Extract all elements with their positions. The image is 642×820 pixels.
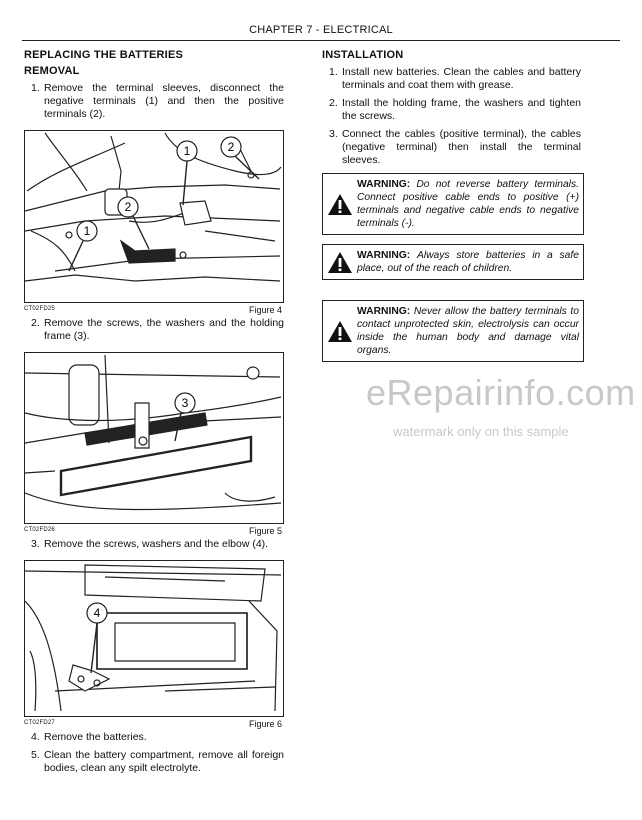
figure-4-caption (24, 305, 282, 317)
warning-triangle-icon (323, 193, 357, 216)
warning-text (357, 249, 579, 275)
removal-heading: REMOVAL (24, 65, 80, 77)
figure-5-image (24, 352, 284, 524)
warning-box (322, 300, 584, 362)
removal-step (24, 749, 284, 775)
warning-triangle-icon (323, 320, 357, 343)
installation-step (322, 66, 581, 92)
warning-message: Never allow the battery terminals to contact unprotected skin, electrolysis can occur inside the human body and damage vital organs. (357, 306, 579, 356)
figure-6-image (24, 560, 284, 717)
figure-4-image (24, 130, 284, 303)
figure-6-caption (24, 719, 282, 731)
warning-text (357, 305, 579, 357)
step-text: Remove the screws, the washers and the holding frame (3). (44, 317, 284, 342)
step-text: Clean the battery compartment, remove all foreign bodies, clean any spilt electrolyte. (44, 749, 284, 774)
step-text: Remove the batteries. (44, 731, 147, 743)
figure-label: Figure 4 (248, 305, 282, 315)
figure-label: Figure 6 (248, 719, 282, 729)
installation-step (322, 128, 581, 167)
warning-label: WARNING: (357, 179, 411, 190)
warning-label: WARNING: (357, 250, 411, 261)
watermark-note: watermark only on this sample (393, 424, 569, 439)
warning-box (322, 173, 584, 235)
removal-step (24, 82, 284, 121)
callout-2-lower (118, 197, 149, 249)
callout-label: 1 (183, 144, 191, 158)
step-text: Remove the screws, washers and the elbow (4). (44, 538, 269, 550)
right-column (322, 49, 581, 362)
callout-label: 3 (181, 396, 189, 410)
step-text: Install new batteries. Clean the cables and battery terminals and coat them with grease. (342, 66, 581, 91)
left-column (24, 49, 284, 780)
callout-label: 2 (124, 200, 132, 214)
warning-message: Do not reverse battery terminals. Connect positive cable ends to positive (+) terminals and negative cable ends to negative terminals (-). (357, 179, 579, 229)
removal-step (24, 538, 284, 551)
figure-label: Figure 5 (248, 526, 282, 536)
removal-step (24, 731, 284, 744)
figure-code: CT02FD26 (24, 527, 55, 533)
warning-text (357, 178, 579, 230)
step-number: 1. (31, 82, 40, 94)
callout-label: 1 (83, 224, 91, 238)
step-number: 1. (329, 66, 338, 78)
warning-triangle-icon (323, 251, 357, 274)
warning-message: Always store batteries in a safe place, out of the reach of children. (357, 250, 579, 274)
step-number: 2. (329, 97, 338, 109)
callout-label: 2 (227, 140, 235, 154)
figure-code: CT02FD25 (24, 306, 55, 312)
figure-5-caption (24, 526, 282, 538)
installation-heading: INSTALLATION (322, 49, 404, 61)
step-text: Install the holding frame, the washers and tighten the screws. (342, 97, 581, 122)
warning-label: WARNING: (357, 306, 411, 317)
step-number: 3. (31, 538, 40, 550)
chapter-header: CHAPTER 7 - ELECTRICAL (249, 24, 393, 36)
callout-label: 4 (93, 606, 101, 620)
removal-step (24, 317, 284, 343)
figure-code: CT02FD27 (24, 720, 55, 726)
step-text: Connect the cables (positive terminal), the cables (negative terminal) then install the terminal sleeves. (342, 128, 581, 166)
step-number: 5. (31, 749, 40, 761)
installation-step (322, 97, 581, 123)
header-rule (22, 40, 620, 41)
step-number: 2. (31, 317, 40, 329)
step-text: Remove the terminal sleeves, disconnect the negative terminals (1) and then the positive terminals (2). (44, 82, 284, 120)
step-number: 3. (329, 128, 338, 140)
watermark-site: eRepairinfo.com (366, 372, 636, 413)
step-number: 4. (31, 731, 40, 743)
section-title: REPLACING THE BATTERIES (24, 49, 184, 61)
warning-box (322, 244, 584, 280)
